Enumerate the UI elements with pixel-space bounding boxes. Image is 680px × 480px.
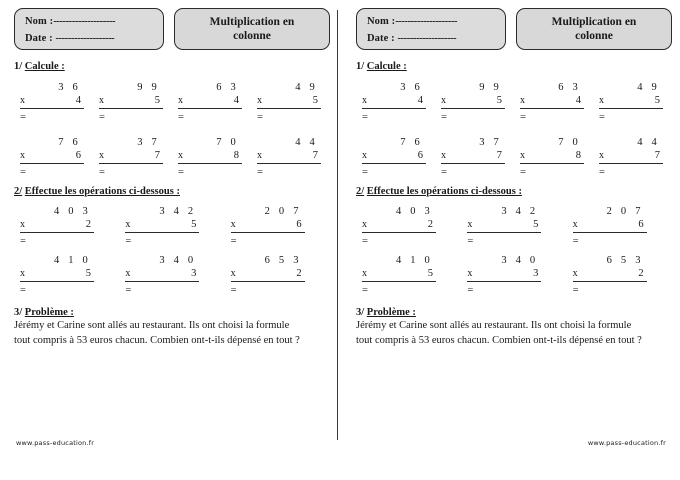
student-info-box[interactable] [14,8,164,50]
operand-top: 6 3 [216,82,239,93]
operation-2-4[interactable] [362,254,436,297]
operation-2-3[interactable] [573,205,647,248]
operand-multiplier: 5 [312,95,318,106]
operand-multiplier: 5 [427,268,433,279]
exercise-2-row-1 [356,205,672,248]
operand-top: 3 4 2 [501,206,539,217]
multiply-sign: x [599,95,604,106]
operation-2-4[interactable] [20,254,94,297]
multiply-sign: x [362,95,367,106]
exercise-1-row-1 [356,81,672,124]
date-field-line[interactable] [25,30,155,47]
operation-cell [593,136,672,179]
answer-line[interactable]: = [99,167,105,178]
date-field-line[interactable] [367,30,497,47]
answer-line[interactable]: = [599,112,605,123]
operand-multiplier: 3 [533,268,539,279]
name-dashes: -------------------- [53,16,116,27]
exercise-1-heading [356,61,672,72]
operation-cell [356,205,461,248]
answer-line[interactable]: = [362,285,368,296]
operation-cell [93,136,172,179]
operand-top: 4 9 [637,82,660,93]
operand-multiplier: 5 [533,219,539,230]
multiply-sign: x [125,219,131,230]
exercise-3-number: 3/ [356,307,365,318]
multiply-sign: x [520,95,525,106]
operation-cell [225,205,330,248]
operand-top: 3 7 [137,137,160,148]
operation-1-5[interactable] [20,136,84,179]
multiply-sign: x [572,219,578,230]
operand-top: 9 9 [479,82,502,93]
operand-multiplier: 8 [233,150,239,161]
answer-line[interactable]: = [20,236,26,247]
multiply-sign: x [257,150,262,161]
exercise-3-number: 3/ [14,307,23,318]
title-line-2: colonne [233,30,271,42]
operand-top: 4 0 3 [396,206,433,217]
operand-top: 6 5 3 [264,255,302,266]
operation-1-4[interactable] [257,81,321,124]
operand-top: 3 4 2 [159,206,197,217]
answer-line[interactable]: = [572,285,579,296]
date-dashes: ------------------- [55,33,115,44]
operation-cell [461,205,566,248]
answer-line[interactable]: = [441,112,447,123]
operand-top: 3 4 0 [159,255,197,266]
operand-multiplier: 5 [654,95,660,106]
header [14,8,330,54]
operation-cell [356,136,435,179]
operand-multiplier: 2 [296,268,302,279]
multiply-sign: x [99,95,104,106]
operand-multiplier: 5 [191,219,197,230]
header [356,8,672,54]
operation-cell [14,81,93,124]
operand-multiplier: 6 [417,150,423,161]
operation-cell [435,81,514,124]
multiply-sign: x [20,268,25,279]
operation-1-2[interactable] [99,81,163,124]
operation-2-1[interactable] [362,205,436,248]
exercise-3-problem [356,307,672,347]
exercise-2-text: Effectue les opérations ci-dessous : [366,186,522,197]
answer-line[interactable]: = [125,285,132,296]
operand-multiplier: 4 [233,95,239,106]
multiply-sign: x [230,219,236,230]
date-label: Date : [25,33,56,44]
operation-2-6[interactable] [573,254,647,297]
operation-cell [435,136,514,179]
operand-multiplier: 6 [638,219,644,230]
operand-top: 4 9 [295,82,318,93]
operand-top: 7 0 [558,137,581,148]
date-label: Date : [367,33,398,44]
student-info-box[interactable] [356,8,506,50]
answer-line[interactable]: = [362,112,368,123]
operand-top: 3 4 0 [501,255,539,266]
operation-1-7[interactable] [520,136,584,179]
exercise-1-number: 1/ [356,61,365,72]
exercise-3-heading [14,307,330,318]
operand-top: 4 1 0 [54,255,91,266]
answer-line[interactable]: = [257,112,263,123]
footer-url: www.pass-education.fr [16,439,95,447]
answer-line[interactable]: = [520,167,526,178]
operation-cell [567,205,672,248]
name-field-line[interactable] [367,13,497,30]
operand-multiplier: 5 [496,95,502,106]
answer-line[interactable]: = [572,236,579,247]
exercise-1-number: 1/ [14,61,23,72]
multiply-sign: x [99,150,104,161]
exercise-3-heading [356,307,672,318]
operand-top: 4 4 [637,137,660,148]
operand-top: 3 6 [400,82,423,93]
multiply-sign: x [20,150,25,161]
date-dashes: ------------------- [397,33,457,44]
operation-1-8[interactable] [257,136,321,179]
multiply-sign: x [520,150,525,161]
title-line-1: Multiplication en [551,16,637,28]
operand-multiplier: 7 [654,150,660,161]
operand-multiplier: 5 [154,95,160,106]
operation-cell [251,81,330,124]
operation-1-7[interactable] [178,136,242,179]
exercise-3-problem [14,307,330,347]
operand-top: 7 0 [216,137,239,148]
multiply-sign: x [599,150,604,161]
operand-multiplier: 6 [296,219,302,230]
multiply-sign: x [572,268,578,279]
operation-1-8[interactable] [599,136,663,179]
answer-line[interactable]: = [257,167,263,178]
answer-line[interactable]: = [230,236,237,247]
operand-multiplier: 2 [638,268,644,279]
multiply-sign: x [178,95,183,106]
operand-multiplier: 5 [85,268,91,279]
operation-cell [356,254,461,297]
answer-line[interactable]: = [362,236,368,247]
operation-cell [514,81,593,124]
answer-line[interactable]: = [178,167,184,178]
operation-1-1[interactable] [20,81,84,124]
footer-url: www.pass-education.fr [587,439,666,447]
operation-cell [14,136,93,179]
operation-2-5[interactable] [467,254,541,297]
exercise-1-heading [14,61,330,72]
worksheet-title-box [516,8,672,50]
problem-line-1: Jérémy et Carine sont allés au restaurant. Ils ont choisi la formule [14,320,290,331]
problem-line-2: tout compris à 53 euros chacun. Combien ont-t-ils dépensé en tout ? [356,334,642,346]
exercise-1-text: Calcule : [24,61,65,72]
operand-top: 7 6 [58,137,81,148]
name-label: Nom : [25,16,54,27]
worksheet-title-box [174,8,330,50]
exercise-3-text: Problème : [24,307,74,318]
operation-cell [567,254,672,297]
operand-multiplier: 8 [575,150,581,161]
operand-top: 4 0 3 [54,206,91,217]
operation-cell [461,254,566,297]
multiply-sign: x [362,150,367,161]
answer-line[interactable]: = [441,167,447,178]
operation-cell [93,81,172,124]
answer-line[interactable]: = [20,285,26,296]
operand-multiplier: 6 [75,150,81,161]
multiply-sign: x [230,268,236,279]
multiply-sign: x [20,95,25,106]
operand-top: 4 1 0 [396,255,433,266]
operand-multiplier: 4 [575,95,581,106]
exercise-3-text: Problème : [366,307,416,318]
operation-cell [593,81,672,124]
operation-cell [356,81,435,124]
answer-line[interactable]: = [99,112,105,123]
operation-cell [14,254,119,297]
operation-cell [172,136,251,179]
operation-cell [514,136,593,179]
answer-line[interactable]: = [467,285,474,296]
exercise-2-row-1 [14,205,330,248]
operation-1-4[interactable] [599,81,663,124]
operation-cell [225,254,330,297]
operation-2-2[interactable] [467,205,541,248]
operand-top: 2 0 7 [264,206,302,217]
multiply-sign: x [362,219,367,230]
operation-1-3[interactable] [178,81,242,124]
problem-line-2: tout compris à 53 euros chacun. Combien ont-t-ils dépensé en tout ? [14,334,300,346]
operation-cell [119,254,224,297]
operand-top: 2 0 7 [606,206,644,217]
answer-line[interactable]: = [599,167,605,178]
multiply-sign: x [257,95,262,106]
exercise-2-number: 2/ [356,186,365,197]
answer-line[interactable]: = [230,285,237,296]
name-dashes: -------------------- [395,16,458,27]
exercise-1-row-2 [356,136,672,179]
operand-top: 7 6 [400,137,423,148]
operand-top: 4 4 [295,137,318,148]
answer-line[interactable]: = [362,167,368,178]
operation-1-2[interactable] [441,81,505,124]
operation-cell [119,205,224,248]
exercise-2-row-2 [356,254,672,297]
operation-1-3[interactable] [520,81,584,124]
operation-cell [172,81,251,124]
title-line-1: Multiplication en [209,16,295,28]
operation-1-5[interactable] [362,136,426,179]
exercise-2-number: 2/ [14,186,23,197]
answer-line[interactable]: = [125,236,132,247]
answer-line[interactable]: = [20,167,26,178]
answer-line[interactable]: = [467,236,474,247]
operand-multiplier: 2 [85,219,91,230]
operand-top: 3 6 [58,82,81,93]
operation-1-6[interactable] [441,136,505,179]
operation-cell [251,136,330,179]
operand-top: 3 7 [479,137,502,148]
multiply-sign: x [20,219,25,230]
problem-line-1: Jérémy et Carine sont allés au restaurant. Ils ont choisi la formule [356,320,632,331]
operand-multiplier: 4 [417,95,423,106]
name-label: Nom : [367,16,396,27]
multiply-sign: x [125,268,131,279]
exercise-2-text: Effectue les opérations ci-dessous : [24,186,180,197]
exercise-2-row-2 [14,254,330,297]
operation-2-3[interactable] [231,205,305,248]
operation-2-5[interactable] [125,254,199,297]
worksheet-copy-right [340,0,680,480]
operand-top: 6 3 [558,82,581,93]
operation-1-1[interactable] [362,81,426,124]
answer-line[interactable]: = [178,112,184,123]
multiply-sign: x [441,150,446,161]
exercise-1-row-1 [14,81,330,124]
title-line-2: colonne [575,30,613,42]
multiply-sign: x [467,268,473,279]
exercise-2-heading [14,186,330,197]
answer-line[interactable]: = [20,112,26,123]
operand-multiplier: 7 [312,150,318,161]
operand-top: 6 5 3 [606,255,644,266]
operand-multiplier: 3 [191,268,197,279]
name-field-line[interactable] [25,13,155,30]
multiply-sign: x [467,219,473,230]
multiply-sign: x [441,95,446,106]
answer-line[interactable]: = [520,112,526,123]
operand-multiplier: 7 [496,150,502,161]
operation-2-6[interactable] [231,254,305,297]
exercise-1-text: Calcule : [366,61,407,72]
operation-1-6[interactable] [99,136,163,179]
multiply-sign: x [362,268,367,279]
multiply-sign: x [178,150,183,161]
operation-cell [14,205,119,248]
operand-multiplier: 7 [154,150,160,161]
operation-2-1[interactable] [20,205,94,248]
operation-2-2[interactable] [125,205,199,248]
operand-multiplier: 4 [75,95,81,106]
exercise-1-row-2 [14,136,330,179]
exercise-2-heading [356,186,672,197]
operand-top: 9 9 [137,82,160,93]
operand-multiplier: 2 [427,219,433,230]
